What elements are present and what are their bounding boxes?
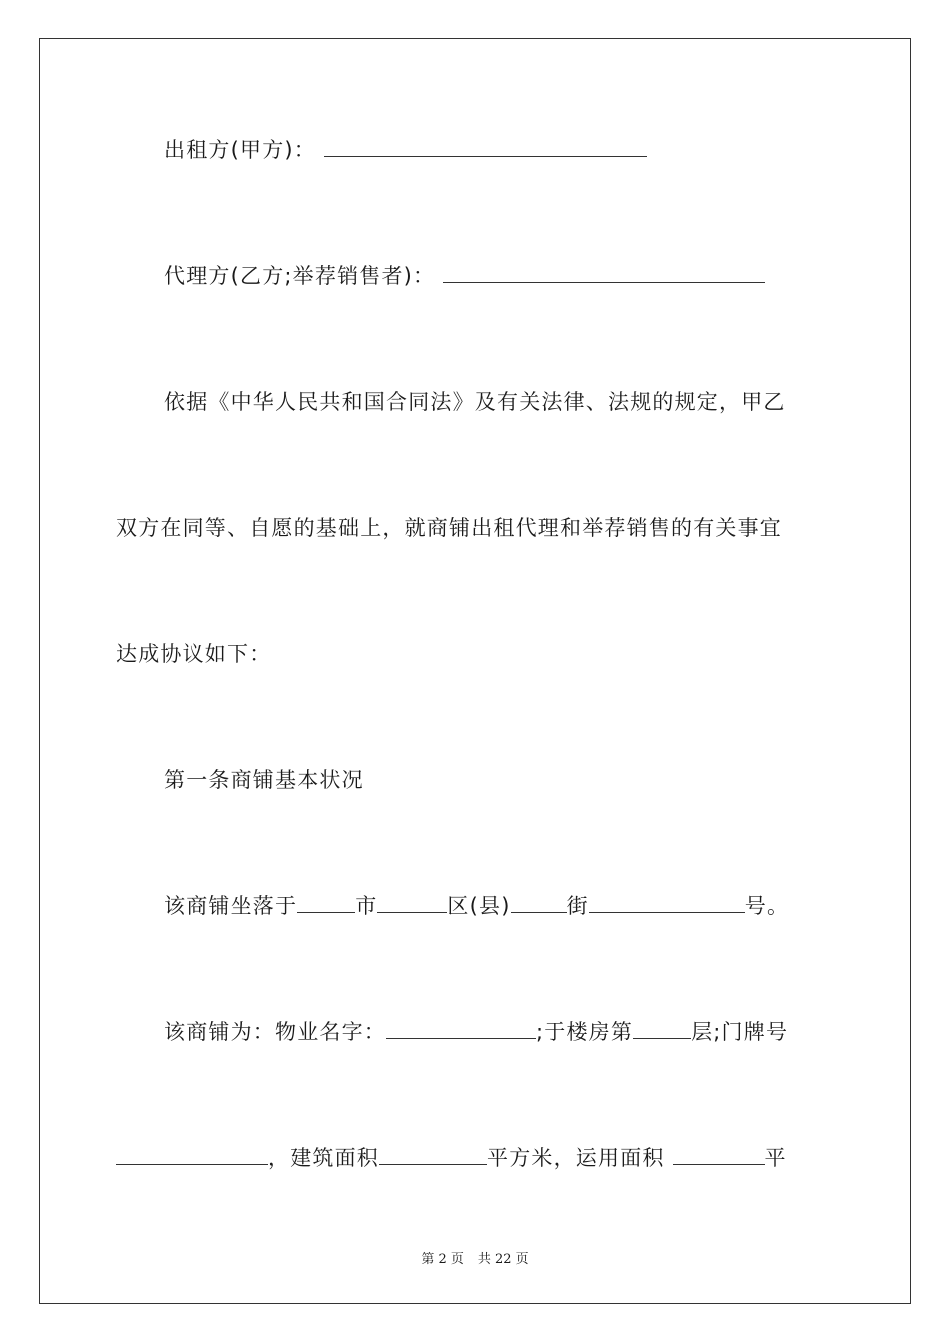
page-border: [39, 38, 911, 1304]
preamble-text-1: 依据《中华人民共和国合同法》及有关法律、法规的规定，甲乙: [164, 390, 786, 414]
floor-suffix: 层;门牌号: [691, 1020, 789, 1044]
street-blank[interactable]: [511, 892, 567, 913]
page-number: 第 2 页: [421, 1252, 464, 1267]
district-blank[interactable]: [377, 892, 447, 913]
agent-name-blank[interactable]: [443, 262, 765, 283]
property-line: [116, 1018, 884, 1046]
preamble-text-2: 双方在同等、自愿的基础上，就商铺出租代理和举荐销售的有关事宜: [116, 516, 782, 540]
district-label: 区(县): [447, 894, 511, 918]
city-label: 市: [355, 894, 378, 918]
floor-blank[interactable]: [633, 1018, 691, 1039]
street-label: 街: [566, 894, 589, 918]
location-prefix: 该商铺坐落于: [164, 894, 298, 918]
floor-prefix: ;于楼房第: [536, 1020, 634, 1044]
property-prefix: 该商铺为：物业名字：: [164, 1020, 386, 1044]
door-number-blank[interactable]: [116, 1144, 268, 1165]
property-name-blank[interactable]: [386, 1018, 536, 1039]
preamble-line-3: [116, 640, 836, 668]
area-unit-label: 平: [764, 1146, 787, 1170]
building-area-label: ，建筑面积: [268, 1146, 379, 1170]
article-1-title-text: 第一条商铺基本状况: [164, 768, 364, 792]
preamble-line-1: [116, 388, 884, 416]
number-label: 号。: [744, 894, 790, 918]
building-area-blank[interactable]: [379, 1144, 487, 1165]
lessor-label: 出租方(甲方)：: [164, 138, 316, 162]
preamble-line-2: [116, 514, 836, 542]
agent-label: 代理方(乙方;举荐销售者)：: [164, 264, 436, 288]
area-line: [116, 1144, 836, 1172]
page-footer: [0, 1248, 950, 1267]
location-line: [116, 892, 884, 920]
agent-line: [116, 262, 884, 290]
preamble-text-3: 达成协议如下：: [116, 642, 272, 666]
lessor-line: [116, 136, 884, 164]
usable-area-label: 平方米，运用面积: [487, 1146, 665, 1170]
total-pages: 共 22 页: [477, 1252, 529, 1267]
city-blank[interactable]: [297, 892, 355, 913]
article-1-title: [116, 766, 884, 794]
usable-area-blank[interactable]: [673, 1144, 765, 1165]
lessor-name-blank[interactable]: [324, 136, 647, 157]
number-blank[interactable]: [589, 892, 745, 913]
